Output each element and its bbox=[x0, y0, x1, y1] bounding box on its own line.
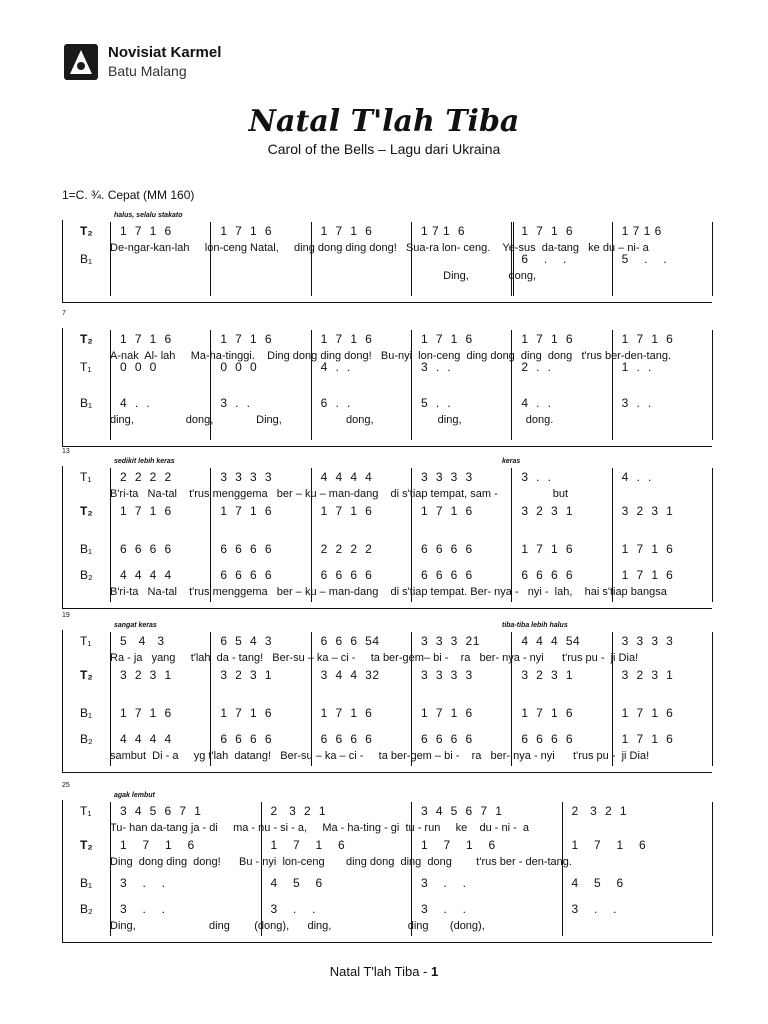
measure-notes: 1 7 1 6 bbox=[320, 332, 373, 346]
barline bbox=[311, 468, 312, 602]
measure-notes: 5 . . bbox=[621, 252, 668, 266]
measure-notes: 1 7 1 6 bbox=[621, 542, 674, 556]
measure-notes: 1 7 1 6 bbox=[521, 332, 574, 346]
staff-label: T₁ bbox=[80, 470, 92, 484]
measure-notes: 6 6 6 6 bbox=[120, 542, 172, 556]
staff-label: B₁ bbox=[80, 396, 93, 410]
staff-label: B₁ bbox=[80, 876, 93, 890]
lyrics-line: A-nak Al- lah Ma-ha-tinggi. Ding dong ding dong! Bu-nyi lon-ceng ding dong ding dong t'rus ber-den-tang. bbox=[110, 350, 671, 362]
barline bbox=[712, 468, 713, 602]
measure-notes: 6 6 6 6 bbox=[521, 732, 574, 746]
measure-notes: 6 . . bbox=[521, 252, 567, 266]
measure-notes: 6 . . bbox=[320, 396, 351, 410]
measure-notes: 3 3 3 21 bbox=[421, 634, 480, 648]
system-divider bbox=[62, 302, 712, 303]
staff-label: B₁ bbox=[80, 706, 93, 720]
barline bbox=[411, 632, 412, 766]
measure-notes: 3 2 3 1 bbox=[621, 668, 674, 682]
measure-notes: 2 2 2 2 bbox=[120, 470, 172, 484]
measure-notes: 1 7 1 6 bbox=[320, 706, 373, 720]
lyrics-line: ding, dong, Ding, dong, ding, dong. bbox=[110, 414, 554, 426]
dynamic-marking: tiba-tiba lebih halus bbox=[502, 622, 568, 629]
lyrics-line: Ding, dong, bbox=[110, 270, 537, 282]
measure-notes: 1 7 1 6 bbox=[120, 224, 172, 238]
measure-notes: 1 7 1 6 bbox=[521, 706, 574, 720]
measure-notes: 5 4 3 bbox=[120, 634, 165, 648]
system-divider bbox=[62, 942, 712, 943]
lyrics-line: B'ri-ta Na-tal t'rus menggema ber – ku – man-dang di s'tiap tempat. Ber- nya - nyi - lah, hai s'tiap bangsa bbox=[110, 586, 667, 598]
measure-notes: 1 7 1 6 bbox=[621, 568, 674, 582]
staff-label: T₁ bbox=[80, 360, 92, 374]
system-brace bbox=[62, 630, 63, 772]
dynamic-marking: halus, selalu stakato bbox=[114, 212, 183, 219]
lyrics-line: Ra - ja yang t'lah da - tang! Ber-su – ka – ci - ta ber-gem– bi - ra ber- nya - nyi t'rus pu - ji Dia! bbox=[110, 652, 639, 664]
measure-notes: 3 4 5 6 7 1 bbox=[120, 804, 202, 818]
barline bbox=[511, 330, 512, 440]
measure-notes: 2 2 2 2 bbox=[320, 542, 373, 556]
measure-notes: 1 7 1 6 bbox=[220, 224, 273, 238]
measure-notes: 6 6 6 54 bbox=[320, 634, 380, 648]
measure-notes: 1 7 1 6 bbox=[521, 542, 574, 556]
measure-number: 13 bbox=[62, 448, 70, 455]
measure-notes: 3 2 3 1 bbox=[621, 504, 674, 518]
barline bbox=[411, 468, 412, 602]
measure-notes: 6 5 4 3 bbox=[220, 634, 273, 648]
measure-notes: 2 3 2 1 bbox=[571, 804, 628, 818]
staff-label: B₂ bbox=[80, 568, 93, 582]
measure-number: 7 bbox=[62, 310, 66, 317]
measure-notes: 1 7 1 6 bbox=[320, 504, 373, 518]
measure-notes: 1 7 1 6 bbox=[571, 838, 647, 852]
measure-notes: 6 6 6 6 bbox=[320, 568, 373, 582]
measure-notes: 4 . . bbox=[521, 396, 552, 410]
measure-notes: 4 4 4 4 bbox=[320, 470, 373, 484]
measure-notes: 3 . . bbox=[120, 876, 166, 890]
lyrics-line: Ding dong ding dong! Bu - nyi lon-ceng ding dong ding dong t'rus ber - den-tang. bbox=[110, 856, 572, 868]
barline bbox=[712, 222, 713, 296]
staff-label: B₁ bbox=[80, 252, 93, 266]
measure-notes: 3 . . bbox=[220, 396, 251, 410]
page-title: Natal T'lah Tiba bbox=[248, 104, 520, 139]
staff-label: T₂ bbox=[80, 332, 93, 346]
measure-number: 25 bbox=[62, 782, 70, 789]
measure-notes: 1 7 1 6 bbox=[421, 332, 473, 346]
barline bbox=[411, 802, 412, 936]
measure-notes: 0 0 0 bbox=[120, 360, 157, 374]
measure-notes: 1 7 1 6 bbox=[621, 732, 674, 746]
barline bbox=[511, 222, 514, 296]
lyrics-line: Tu- han da-tang ja - di ma - nu - si - a, Ma - ha-ting - gi tu - run ke du - ni - a bbox=[110, 822, 529, 834]
measure-notes: 1 7 1 6 bbox=[621, 706, 674, 720]
dynamic-marking: sedikit lebih keras bbox=[114, 458, 175, 465]
measure-notes: 3 . . bbox=[270, 902, 317, 916]
barline bbox=[562, 802, 563, 936]
barline bbox=[612, 632, 613, 766]
barline bbox=[261, 802, 262, 936]
measure-notes: 4 4 4 4 bbox=[120, 568, 172, 582]
measure-notes: 4 4 4 54 bbox=[521, 634, 581, 648]
measure-notes: 6 6 6 6 bbox=[421, 732, 473, 746]
system-divider bbox=[62, 608, 712, 609]
measure-notes: 3 3 3 3 bbox=[421, 470, 473, 484]
barline bbox=[612, 468, 613, 602]
measure-notes: 3 2 3 1 bbox=[521, 504, 574, 518]
page-number: 1 bbox=[431, 964, 439, 979]
measure-notes: 5 . . bbox=[421, 396, 452, 410]
lyrics-line: Ding, ding (dong), ding, ding (dong), bbox=[110, 920, 485, 932]
measure-notes: 4 . . bbox=[320, 360, 351, 374]
measure-notes: 1 7 1 6 bbox=[220, 332, 273, 346]
staff-label: T₁ bbox=[80, 634, 92, 648]
measure-notes: 1 7 1 6 bbox=[421, 224, 466, 238]
system-brace bbox=[62, 220, 63, 302]
dynamic-marking: agak lembut bbox=[114, 792, 155, 799]
measure-notes: 1 7 1 6 bbox=[270, 838, 346, 852]
measure-notes: 3 3 3 3 bbox=[621, 634, 674, 648]
barline bbox=[110, 632, 111, 766]
measure-notes: 3 4 5 6 7 1 bbox=[421, 804, 503, 818]
measure-notes: 3 . . bbox=[120, 902, 166, 916]
measure-notes: 3 2 3 1 bbox=[521, 668, 574, 682]
measure-notes: 1 7 1 6 bbox=[320, 224, 373, 238]
measure-notes: 1 7 1 6 bbox=[421, 504, 473, 518]
measure-notes: 3 . . bbox=[621, 396, 652, 410]
footer-text: Natal T'lah Tiba - bbox=[329, 964, 431, 979]
barline bbox=[110, 330, 111, 440]
barline bbox=[110, 222, 111, 296]
staff-label: T₁ bbox=[80, 804, 92, 818]
barline bbox=[210, 632, 211, 766]
measure-notes: 1 7 1 6 bbox=[621, 224, 662, 238]
measure-notes: 4 5 6 bbox=[270, 876, 323, 890]
org-subtitle: Batu Malang bbox=[108, 63, 187, 79]
tempo-marking: 1=C. ¾. Cepat (MM 160) bbox=[62, 188, 195, 202]
barline bbox=[712, 632, 713, 766]
measure-notes: 3 . . bbox=[421, 876, 467, 890]
page-subtitle: Carol of the Bells – Lagu dari Ukraina bbox=[267, 141, 501, 157]
measure-notes: 1 7 1 6 bbox=[120, 504, 172, 518]
measure-notes: 1 7 1 6 bbox=[120, 706, 172, 720]
measure-notes: 1 7 1 6 bbox=[521, 224, 574, 238]
measure-notes: 1 7 1 6 bbox=[220, 706, 273, 720]
barline bbox=[612, 330, 613, 440]
measure-notes: 3 3 3 3 bbox=[220, 470, 273, 484]
system-brace bbox=[62, 466, 63, 608]
measure-notes: 6 6 6 6 bbox=[220, 732, 273, 746]
org-name: Novisiat Karmel bbox=[108, 44, 222, 61]
staff-label: T₂ bbox=[80, 504, 93, 518]
barline bbox=[411, 330, 412, 440]
staff-label: B₂ bbox=[80, 902, 93, 916]
measure-notes: 3 . . bbox=[421, 902, 467, 916]
dynamic-marking: keras bbox=[502, 458, 521, 465]
staff-label: T₂ bbox=[80, 224, 93, 238]
measure-notes: 1 7 1 6 bbox=[120, 332, 172, 346]
barline bbox=[110, 468, 111, 602]
barline bbox=[612, 222, 613, 296]
staff-label: B₂ bbox=[80, 732, 93, 746]
measure-notes: 1 7 1 6 bbox=[421, 838, 496, 852]
staff-label: T₂ bbox=[80, 838, 93, 852]
measure-notes: 4 4 4 4 bbox=[120, 732, 172, 746]
measure-notes: 2 . . bbox=[521, 360, 552, 374]
barline bbox=[210, 330, 211, 440]
barline bbox=[712, 802, 713, 936]
measure-notes: 3 4 4 32 bbox=[320, 668, 380, 682]
measure-notes: 3 . . bbox=[571, 902, 618, 916]
barline bbox=[511, 468, 512, 602]
barline bbox=[311, 222, 312, 296]
measure-notes: 6 6 6 6 bbox=[521, 568, 574, 582]
measure-notes: 1 7 1 6 bbox=[120, 838, 195, 852]
measure-notes: 4 . . bbox=[120, 396, 151, 410]
system-divider bbox=[62, 446, 712, 447]
measure-notes: 1 . . bbox=[621, 360, 652, 374]
staff-label: B₁ bbox=[80, 542, 93, 556]
measure-notes: 3 3 3 3 bbox=[421, 668, 473, 682]
dynamic-marking: sangat keras bbox=[114, 622, 157, 629]
system-brace bbox=[62, 328, 63, 446]
barline bbox=[311, 330, 312, 440]
barline bbox=[411, 222, 412, 296]
measure-notes: 0 0 0 bbox=[220, 360, 258, 374]
barline bbox=[712, 330, 713, 440]
staff-label: T₂ bbox=[80, 668, 93, 682]
measure-number: 19 bbox=[62, 612, 70, 619]
logo-icon bbox=[64, 44, 98, 80]
measure-notes: 3 2 3 1 bbox=[220, 668, 273, 682]
measure-notes: 6 6 6 6 bbox=[220, 568, 273, 582]
measure-notes: 2 3 2 1 bbox=[270, 804, 327, 818]
barline bbox=[311, 632, 312, 766]
measure-notes: 6 6 6 6 bbox=[421, 568, 473, 582]
barline bbox=[110, 802, 111, 936]
barline bbox=[511, 632, 512, 766]
barline bbox=[210, 468, 211, 602]
system-divider bbox=[62, 772, 712, 773]
measure-notes: 1 7 1 6 bbox=[421, 706, 473, 720]
footer bbox=[0, 964, 768, 979]
measure-notes: 3 . . bbox=[421, 360, 452, 374]
measure-notes: 3 . . bbox=[521, 470, 552, 484]
lyrics-line: B'ri-ta Na-tal t'rus menggema ber – ku – man-dang di s'tiap tempat, sam - but bbox=[110, 488, 569, 500]
measure-notes: 6 6 6 6 bbox=[220, 542, 273, 556]
measure-notes: 4 . . bbox=[621, 470, 652, 484]
measure-notes: 6 6 6 6 bbox=[320, 732, 373, 746]
barline bbox=[210, 222, 211, 296]
measure-notes: 1 7 1 6 bbox=[621, 332, 674, 346]
measure-notes: 1 7 1 6 bbox=[220, 504, 273, 518]
system-brace bbox=[62, 800, 63, 942]
lyrics-line: sambut Di - a yg t'lah datang! Ber-su – ka – ci - ta ber-gem – bi - ra ber- nya - nyi t'rus pu - ji Dia! bbox=[110, 750, 650, 762]
lyrics-line: De-ngar-kan-lah lon-ceng Natal, ding dong ding dong! Sua-ra lon- ceng. Ye-sus da-tang ke du – ni- a bbox=[110, 242, 649, 254]
measure-notes: 3 2 3 1 bbox=[120, 668, 172, 682]
measure-notes: 4 5 6 bbox=[571, 876, 624, 890]
measure-notes: 6 6 6 6 bbox=[421, 542, 473, 556]
